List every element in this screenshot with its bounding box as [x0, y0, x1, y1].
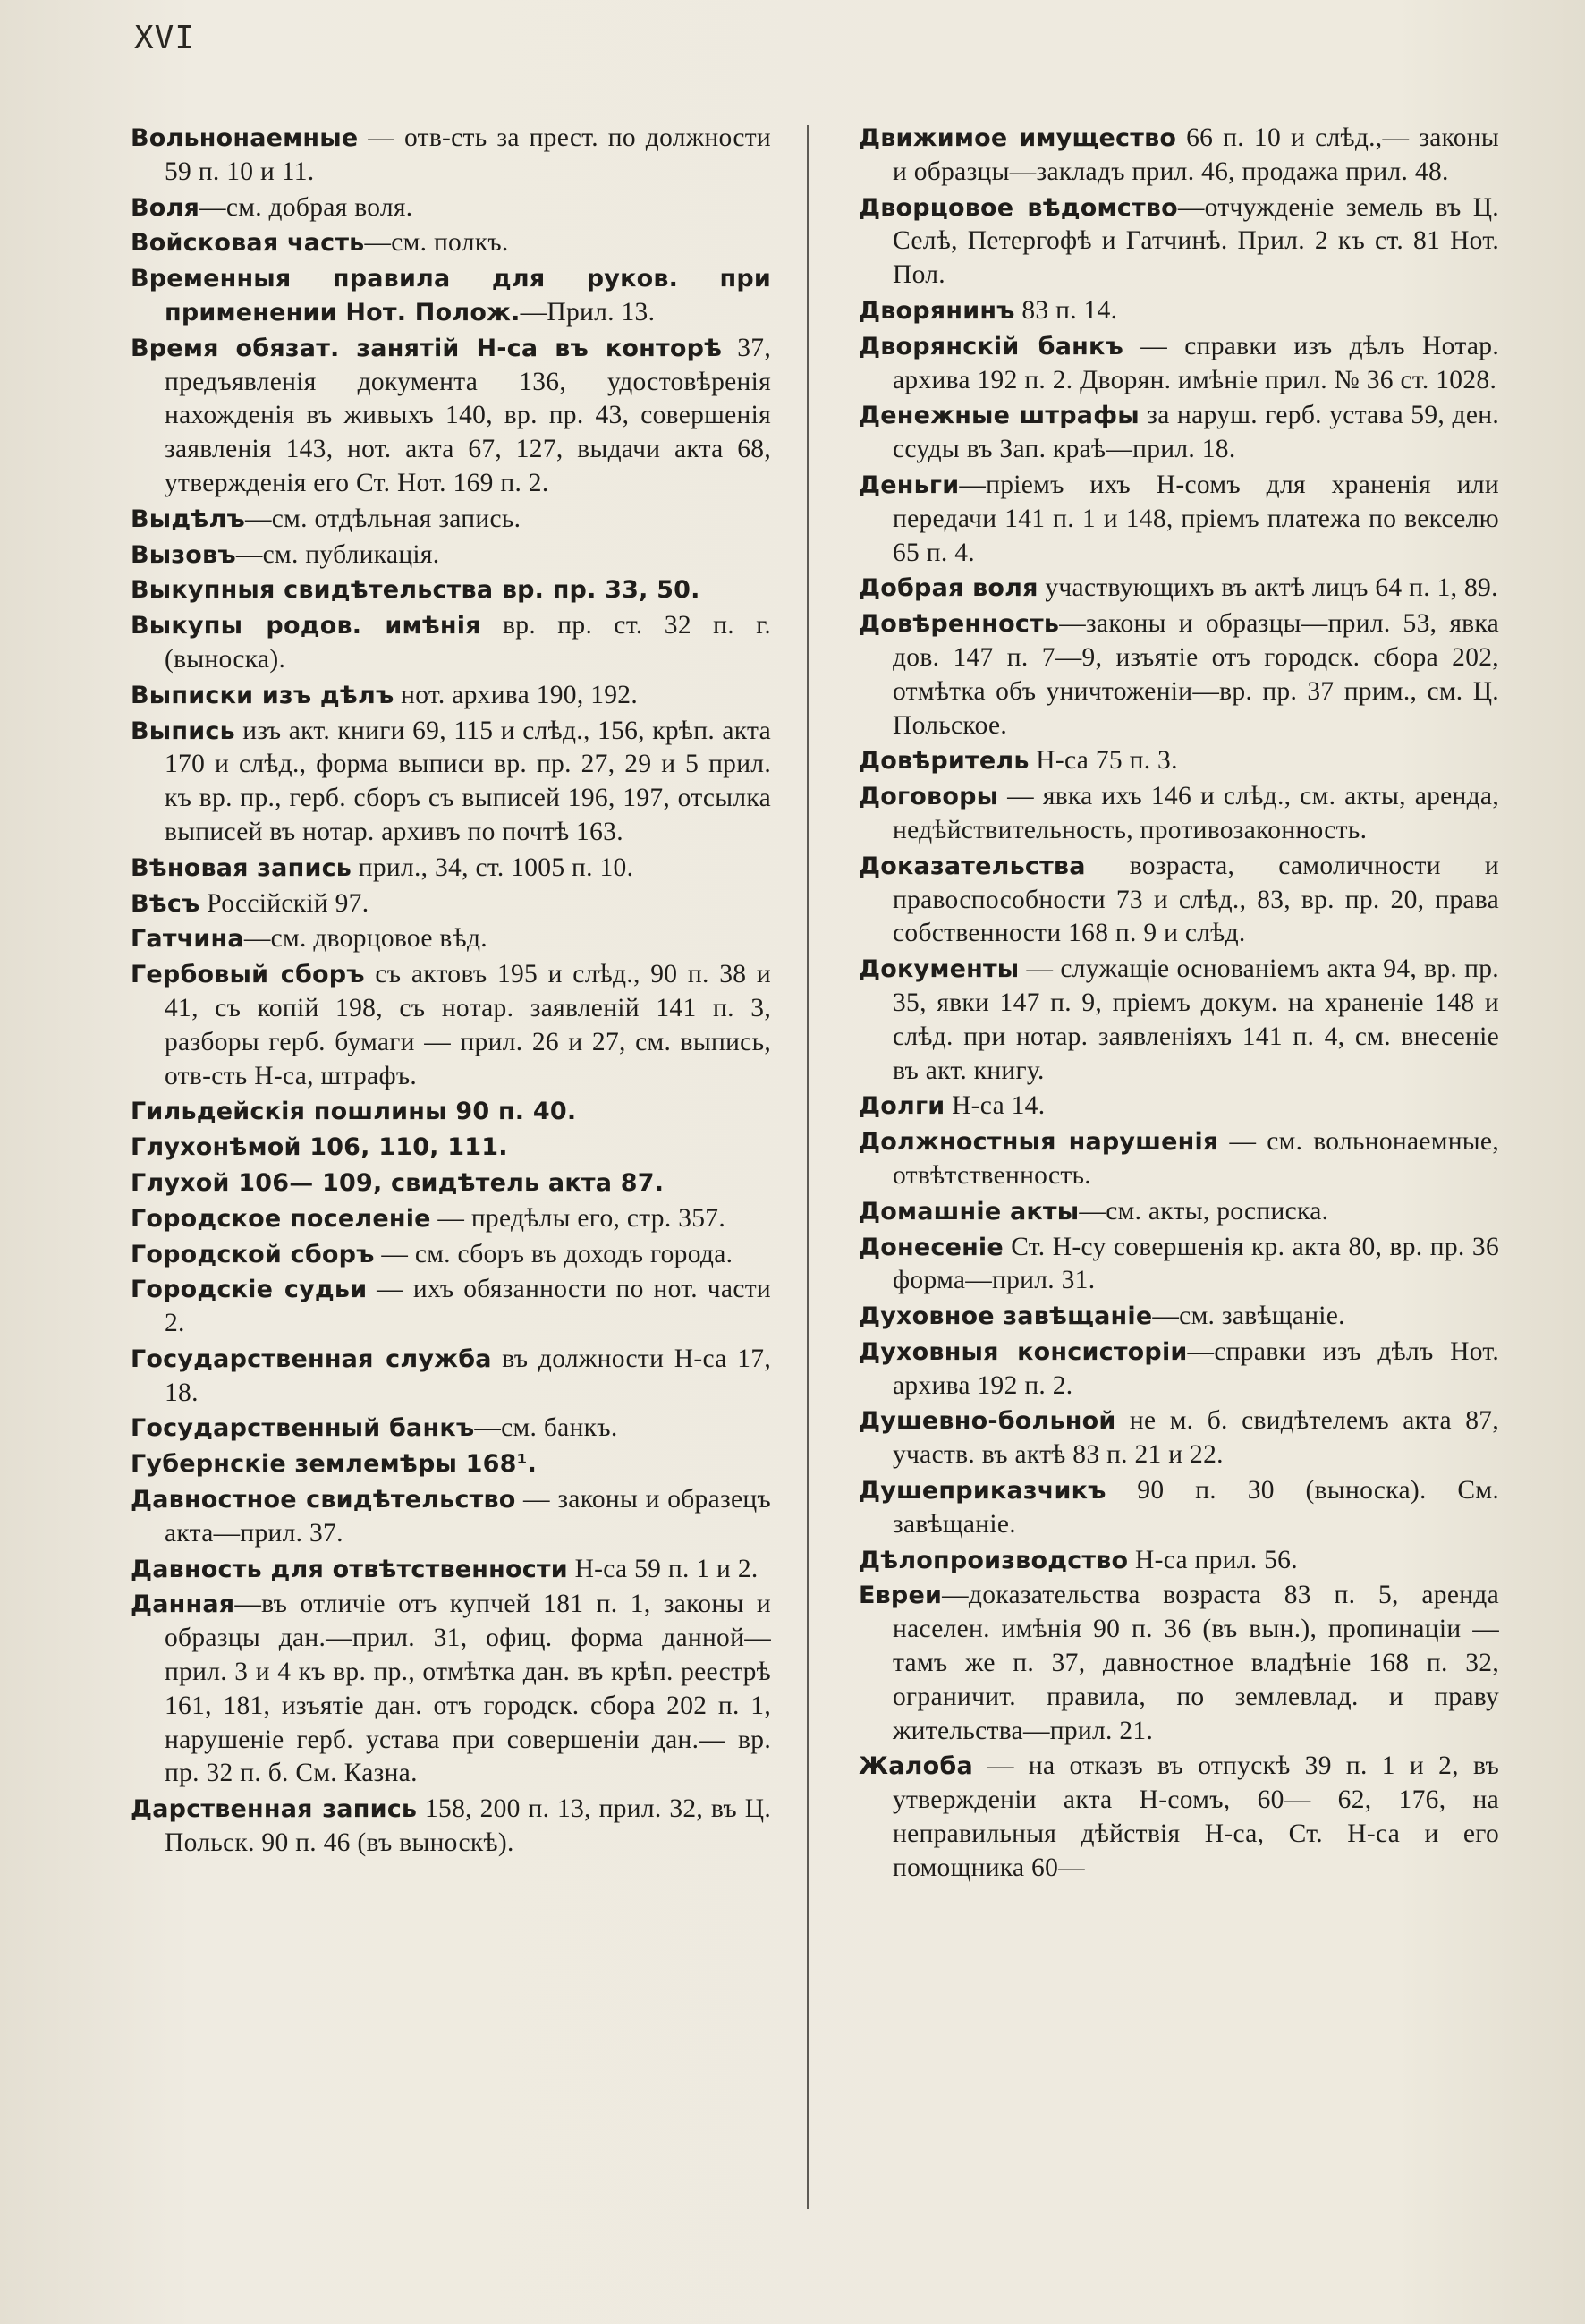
index-entry: [131, 332, 771, 501]
entry-headword: Договоры: [859, 783, 999, 811]
index-entry: [131, 1343, 771, 1411]
entry-text: —см. акты, росписка.: [1079, 1196, 1329, 1226]
index-entry: [859, 1579, 1499, 1748]
entry-headword: Довѣренность: [859, 610, 1060, 639]
entry-headword: Государственный банкъ: [131, 1414, 475, 1443]
entry-headword: Довѣритель: [859, 747, 1030, 776]
entry-headword: Донесеніе: [859, 1233, 1004, 1261]
entry-text: — справки изъ дѣлъ Нотар. архива 192 п. 2. Дворян. имѣніе прил. № 36 ст. 1028.: [893, 331, 1499, 394]
entry-headword: Данная: [131, 1590, 235, 1619]
entry-headword: Время обязат. занятій Н-са въ конторѣ: [131, 334, 723, 362]
entry-text: —Прил. 13.: [520, 297, 656, 327]
index-entry: [131, 1238, 771, 1272]
index-entry: [131, 191, 771, 225]
entry-headword: Выкупы родов. имѣнія: [131, 612, 481, 640]
entry-headword: Выдѣлъ: [131, 505, 245, 533]
entry-headword: Доказательства: [859, 852, 1086, 880]
entry-headword: Государственная служба: [131, 1344, 492, 1373]
entry-text: —см. отдѣльная запись.: [244, 504, 521, 533]
index-entry: [131, 1412, 771, 1446]
entry-headword: Душевно-больной: [859, 1407, 1116, 1436]
entry-headword: Жалоба: [859, 1752, 973, 1781]
entry-text: —доказательства возраста 83 п. 5, аренда населен. имѣнія 90 п. 36 (въ вын.), пропинаціи — тамъ же п. 37, давностное владѣніе 168 п. 32, ограничит. правила, по землевлад. и праву жительства—прил. 21.: [893, 1581, 1499, 1745]
entry-text: 83 п. 14.: [1014, 295, 1118, 325]
entry-headword: Добрая воля: [859, 574, 1038, 603]
index-entry: [859, 294, 1499, 328]
index-entry: [859, 122, 1499, 190]
index-entry: [131, 922, 771, 956]
entry-headword: Долги: [859, 1092, 945, 1121]
index-entry: [131, 1273, 771, 1341]
index-entry: [131, 1202, 771, 1236]
index-entry: [131, 1131, 771, 1165]
entry-headword: Душеприказчикъ: [859, 1477, 1106, 1506]
entry-text: —пріемъ ихъ Н-сомъ для храненія или передачи 141 п. 1 и 148, пріемъ платежа по векселю 65 п. 4.: [893, 470, 1499, 567]
entry-text: —см. полкъ.: [364, 228, 509, 258]
index-entry: [859, 1231, 1499, 1299]
entry-headword: Денежные штрафы: [859, 402, 1140, 430]
entry-text: —отчужденіе земель въ Ц. Селѣ, Петергофѣ и Гатчинѣ. Прил. 2 къ ст. 81 Нот. Пол.: [893, 192, 1499, 290]
entry-text: 66 п. 10 и слѣд.,— законы и образцы—закладъ прил. 46, продажа прил. 48.: [893, 123, 1500, 186]
entry-headword: Вызовъ: [131, 540, 236, 569]
entry-text: —законы и образцы—прил. 53, явка дов. 147 п. 7—9, изъятіе отъ городск. сбора 202, отмѣтка объ уничтоженіи—вр. пр. 37 прим., см. Ц. Польское.: [893, 609, 1499, 740]
entry-headword: Документы: [859, 955, 1020, 984]
entry-headword: Городской сборъ: [131, 1240, 375, 1268]
entry-text: Ст. Н-су совершенія кр. акта 80, вр. пр. 36 форма—прил. 31.: [893, 1232, 1499, 1295]
column-divider: [807, 125, 809, 2209]
entry-headword: Вѣновая запись: [131, 853, 352, 882]
index-entry: [859, 191, 1499, 293]
index-entry: [131, 122, 771, 190]
index-entry: [131, 958, 771, 1093]
index-entry: [859, 1404, 1499, 1472]
index-entry: [859, 850, 1499, 951]
index-entry: [131, 1793, 771, 1861]
index-entry: [859, 1750, 1499, 1885]
index-entry: [859, 1474, 1499, 1542]
entry-headword: Давностное свидѣтельство: [131, 1486, 516, 1514]
index-entry: [131, 1588, 771, 1791]
entry-text: нот. архива 190, 192.: [394, 680, 639, 709]
entry-headword: Гербовый сборъ: [131, 961, 365, 989]
index-entry: [859, 607, 1499, 742]
entry-headword: Движимое имущество: [859, 124, 1177, 152]
index-entry: [859, 1195, 1499, 1229]
page-number: XVI: [134, 20, 196, 56]
index-entry: [859, 1090, 1499, 1124]
index-entry: [131, 503, 771, 537]
entry-text: —справки изъ дѣлъ Нот. архива 192 п. 2.: [893, 1336, 1500, 1400]
entry-text: прил., 34, ст. 1005 п. 10.: [352, 852, 634, 882]
entry-text: изъ акт. книги 69, 115 и слѣд., 156, крѣп. акта 170 и слѣд., форма выписи вр. пр. 27, 29 и 5 прил. къ вр. пр., герб. сборъ съ выписей 196, 197, отсылка выписей въ нотар. архивъ по почтѣ 163.: [165, 716, 771, 846]
index-entry: [859, 469, 1499, 570]
entry-headword: Губернскіе землемѣры 168¹.: [131, 1450, 538, 1479]
entry-text: — явка ихъ 146 и слѣд., см. акты, аренда, недѣйствительность, противозаконность.: [893, 782, 1499, 844]
entry-text: — отв-сть за прест. по должности 59 п. 10 и 11.: [165, 123, 771, 186]
entry-text: — предѣлы его, стр. 357.: [430, 1203, 726, 1233]
entry-headword: Временныя правила для руков. при применении Нот. Полож.: [131, 265, 771, 327]
entry-headword: Духовныя консисторіи: [859, 1337, 1188, 1366]
entry-headword: Вольнонаемные: [131, 124, 359, 152]
index-entry: [859, 1336, 1499, 1404]
index-entry: [131, 539, 771, 573]
entry-headword: Глухонѣмой 106, 110, 111.: [131, 1133, 508, 1162]
entry-headword: Городское поселеніе: [131, 1204, 431, 1233]
entry-text: — ихъ обязанности по нот. части 2.: [165, 1275, 771, 1338]
entry-text: Н-са 75 п. 3.: [1029, 746, 1178, 776]
entry-headword: Гатчина: [131, 925, 244, 954]
entry-text: — служащіе основаніемъ акта 94, вр. пр. 35, явки 147 п. 9, пріемъ докум. на храненіе 148 и слѣд. при нотар. заявленіяхъ 141 п. 4, см. внесеніе въ акт. книгу.: [893, 954, 1499, 1085]
index-entry: [131, 573, 771, 607]
entry-text: вр. пр. ст. 32 п. г. (выноска).: [165, 611, 771, 674]
entry-headword: Городскіе судьи: [131, 1276, 368, 1304]
index-entry: [131, 1166, 771, 1200]
entry-text: за наруш. герб. устава 59, ден. ссуды въ Зап. краѣ—прил. 18.: [893, 401, 1499, 464]
entry-headword: Выписки изъ дѣлъ: [131, 681, 394, 709]
index-entry: [131, 226, 771, 260]
entry-headword: Евреи: [859, 1582, 943, 1610]
entry-text: 158, 200 п. 13, прил. 32, въ Ц. Польск. 90 п. 46 (въ выноскѣ).: [165, 1794, 771, 1858]
entry-text: —см. публикація.: [235, 539, 440, 569]
left-column: [131, 122, 771, 1862]
entry-text: — законы и образецъ акта—прил. 37.: [165, 1485, 771, 1548]
entry-text: возраста, самоличности и правоспособности 73 и слѣд., 83, вр. пр. 20, права собственности 168 п. 9 и слѣд.: [893, 851, 1499, 948]
entry-headword: Дворянскій банкъ: [859, 332, 1123, 360]
entry-text: —см. дворцовое вѣд.: [243, 924, 487, 954]
entry-text: — на отказъ въ отпускѣ 39 п. 1 и 2, въ утвержденіи акта Н-сомъ, 60— 62, 176, на неправильныя дѣйствія Н-са, Ст. Н-са и его помощника 60—: [893, 1751, 1499, 1882]
entry-text: — см. вольнонаемные, отвѣтственность.: [893, 1127, 1499, 1190]
entry-headword: Давность для отвѣтственности: [131, 1555, 568, 1583]
index-entry: [859, 572, 1499, 606]
index-entry: [131, 715, 771, 850]
entry-text: Н-са прил. 56.: [1128, 1545, 1298, 1574]
index-entry: [859, 399, 1499, 467]
index-entry: [131, 609, 771, 677]
index-entry: [859, 744, 1499, 778]
entry-text: Россійскій 97.: [199, 888, 369, 918]
entry-text: —см. завѣщаніе.: [1152, 1302, 1345, 1331]
right-column: [859, 122, 1499, 1887]
entry-headword: Вѣсъ: [131, 889, 200, 918]
index-entry: [131, 1553, 771, 1587]
index-entry: [859, 1300, 1499, 1334]
entry-headword: Выкупныя свидѣтельства вр. пр. 33, 50.: [131, 576, 700, 605]
entry-text: —въ отличіе отъ купчей 181 п. 1, законы и образцы дан.—прил. 31, офиц. форма данной—прил. 3 и 4 къ вр. пр., отмѣтка дан. въ крѣп. реестрѣ 161, 181, изъятіе дан. отъ городск. сбора 202 п. 1, нарушеніе герб. устава при совершеніи дан.— вр. пр. 32 п. б. См. Казна.: [165, 1590, 771, 1788]
entry-headword: Дарственная запись: [131, 1795, 418, 1824]
entry-text: въ должности Н-са 17, 18.: [165, 1344, 772, 1407]
entry-text: Н-са 59 п. 1 и 2.: [567, 1554, 759, 1583]
entry-headword: Дворянинъ: [859, 296, 1015, 325]
entry-text: 37, предъявленія документа 136, удостовѣренія нахожденія въ живыхъ 140, вр. пр. 43, совершенія заявленія 143, нот. акта 67, 127, выдачи акта 68, утвержденія его Ст. Нот. 169 п. 2.: [165, 333, 772, 497]
index-entry: [859, 1125, 1499, 1193]
entry-text: участвующихъ въ актѣ лицъ 64 п. 1, 89.: [1038, 573, 1498, 603]
entry-headword: Войсковая часть: [131, 229, 365, 258]
entry-headword: Дѣлопроизводство: [859, 1546, 1129, 1574]
entry-headword: Духовное завѣщаніе: [859, 1302, 1153, 1331]
entry-headword: Домашніе акты: [859, 1197, 1080, 1226]
index-entry: [131, 887, 771, 921]
entry-headword: Гильдейскія пошлины 90 п. 40.: [131, 1098, 577, 1126]
entry-text: —см. банкъ.: [474, 1413, 618, 1443]
entry-headword: Дворцовое вѣдомство: [859, 193, 1178, 222]
entry-headword: Деньги: [859, 471, 960, 499]
entry-text: 90 п. 30 (выноска). См. завѣщаніе.: [893, 1476, 1499, 1539]
entry-headword: Воля: [131, 193, 200, 222]
index-entry: [859, 1544, 1499, 1578]
index-entry: [859, 953, 1499, 1088]
index-entry: [131, 262, 771, 330]
index-entry: [859, 330, 1499, 398]
entry-text: не м. б. свидѣтелемъ акта 87, участв. въ актѣ 83 п. 21 и 22.: [893, 1406, 1499, 1470]
index-entry: [131, 852, 771, 886]
index-entry: [859, 780, 1499, 848]
entry-text: — см. сборъ въ доходъ города.: [374, 1239, 733, 1268]
entry-text: Н-са 14.: [945, 1091, 1046, 1121]
entry-text: съ актовъ 195 и слѣд., 90 п. 38 и 41, съ копій 198, съ нотар. заявленій 141 п. 3, разборы герб. бумаги — прил. 26 и 27, см. выпись, отв-сть Н-са, штрафъ.: [165, 960, 771, 1090]
index-entry: [131, 1483, 771, 1551]
entry-headword: Выпись: [131, 717, 235, 745]
index-entry: [131, 1095, 771, 1129]
entry-text: —см. добрая воля.: [199, 192, 413, 222]
index-entry: [131, 1447, 771, 1481]
index-entry: [131, 679, 771, 713]
entry-headword: Должностныя нарушенія: [859, 1128, 1219, 1157]
entry-headword: Глухой 106— 109, свидѣтель акта 87.: [131, 1168, 665, 1197]
